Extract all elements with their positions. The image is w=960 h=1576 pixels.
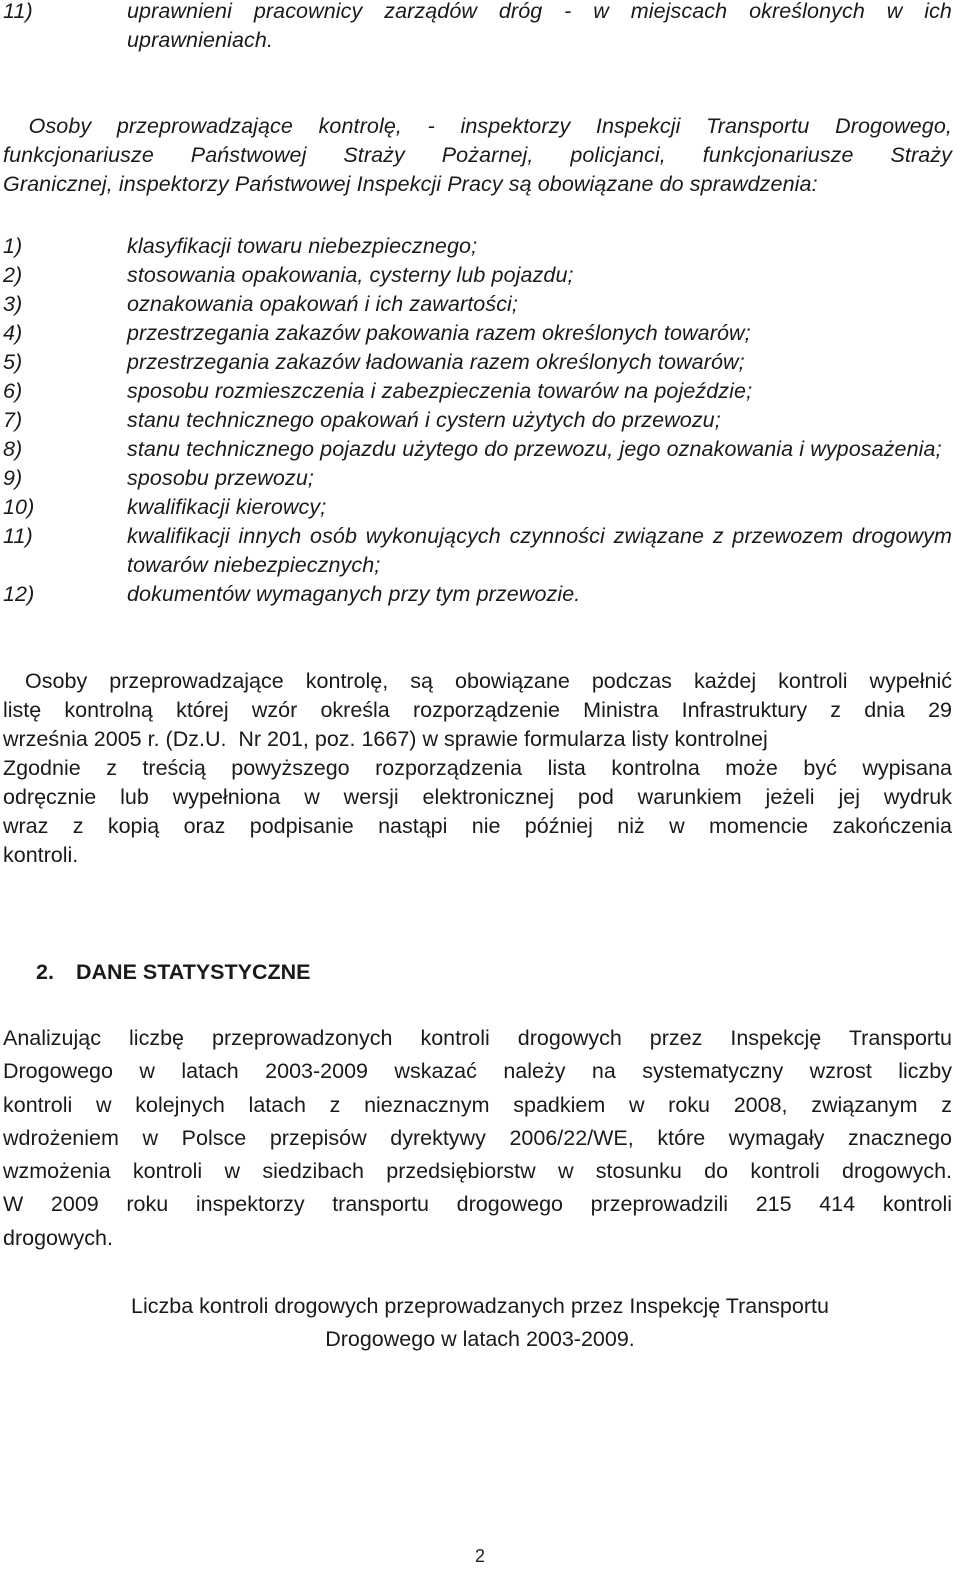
inspectors-paragraph: [3, 112, 952, 199]
statistics-paragraph: [3, 1022, 952, 1255]
list-item: [3, 493, 952, 522]
checklist-paragraph: [3, 667, 952, 870]
list-item: [3, 232, 952, 261]
item-text: dokumentów wymaganych przy tym przewozie.: [127, 582, 581, 606]
item-text: przestrzegania zakazów pakowania razem określonych towarów;: [127, 321, 751, 345]
item-number: 5): [3, 350, 23, 374]
list-item: [3, 464, 952, 493]
list-item: [3, 580, 952, 609]
section-title: DANE STATYSTYCZNE: [76, 960, 311, 984]
item-text-line: uprawnieniach.: [127, 28, 274, 52]
item-number: 8): [3, 437, 23, 461]
paragraph-line: Granicznej, inspektorzy Państwowej Inspekcji Pracy są obowiązane do sprawdzenia:: [3, 172, 818, 196]
paragraph-line: Osoby przeprowadzające kontrolę, - inspektorzy Inspekcji Transportu Drogowego,: [3, 114, 952, 138]
item-number: 7): [3, 408, 23, 432]
paragraph-line: Drogowego w latach 2003-2009 wskazać należy na systematyczny wzrost liczby: [3, 1059, 952, 1084]
paragraph-line: kontroli.: [3, 843, 79, 867]
item-text: oznakowania opakowań i ich zawartości;: [127, 292, 519, 316]
item-number: 1): [3, 234, 23, 258]
paragraph-line: Osoby przeprowadzające kontrolę, są obowiązane podczas każdej kontroli wypełnić: [3, 669, 952, 693]
item-text: sposobu rozmieszczenia i zabezpieczenia towarów na pojeździe;: [127, 379, 753, 403]
paragraph-line: wdrożeniem w Polsce przepisów dyrektywy 2006/22/WE, które wymagały znacznego: [3, 1125, 952, 1150]
list-item: [3, 348, 952, 377]
item-number: 6): [3, 379, 23, 403]
item-number: 11): [3, 524, 33, 548]
item-text: kwalifikacji innych osób wykonujących czynności związane z przewozem drogowym towarów niebezpiecznych;: [127, 524, 952, 577]
list-item: [3, 290, 952, 319]
paragraph-line: wraz z kopią oraz podpisanie nastąpi nie później niż w momencie zakończenia: [3, 814, 952, 838]
item-number: 3): [3, 292, 23, 316]
item-number: 4): [3, 321, 23, 345]
list-item: [3, 377, 952, 406]
authorized-persons-item: [3, 0, 952, 55]
list-item: [3, 261, 952, 290]
caption-line: Drogowego w latach 2003-2009.: [325, 1327, 635, 1351]
item-number: 11): [3, 0, 33, 23]
item-text: kwalifikacji kierowcy;: [127, 495, 327, 519]
caption-line: Liczba kontroli drogowych przeprowadzanych przez Inspekcję Transportu: [131, 1294, 829, 1318]
list-item: [3, 0, 952, 55]
paragraph-line: kontroli w kolejnych latach z nieznacznym spadkiem w roku 2008, związanym z: [3, 1092, 952, 1117]
item-number: 9): [3, 466, 23, 490]
item-text: sposobu przewozu;: [127, 466, 314, 490]
item-text: klasyfikacji towaru niebezpiecznego;: [127, 234, 478, 258]
list-item: [3, 406, 952, 435]
item-number: 10): [3, 495, 35, 519]
paragraph-line: wzmożenia kontroli w siedzibach przedsiębiorstw w stosunku do kontroli drogowych.: [3, 1159, 952, 1184]
item-number: 2): [3, 263, 23, 287]
paragraph-line: września 2005 r. (Dz.U. Nr 201, poz. 1667) w sprawie formularza listy kontrolnej: [3, 727, 768, 751]
paragraph-line: listę kontrolną której wzór określa rozporządzenie Ministra Infrastruktury z dnia 29: [3, 698, 952, 722]
figure-caption: [40, 1290, 920, 1356]
list-item: [3, 319, 952, 348]
paragraph-line: odręcznie lub wypełniona w wersji elektronicznej pod warunkiem jeżeli jej wydruk: [3, 785, 952, 809]
item-text: stanu technicznego pojazdu użytego do przewozu, jego oznakowania i wyposażenia;: [127, 437, 942, 461]
section-number: 2.: [36, 960, 54, 984]
list-item: [3, 522, 952, 580]
paragraph-line: W 2009 roku inspektorzy transportu drogowego przeprowadzili 215 414 kontroli: [3, 1192, 952, 1217]
page-number: 2: [474, 1546, 485, 1566]
section-heading: [36, 957, 311, 987]
paragraph-line: Zgodnie z treścią powyższego rozporządzenia lista kontrolna może być wypisana: [3, 756, 952, 780]
item-text: stosowania opakowania, cysterny lub pojazdu;: [127, 263, 574, 287]
item-number: 12): [3, 582, 35, 606]
paragraph-line: Analizując liczbę przeprowadzonych kontroli drogowych przez Inspekcję Transportu: [3, 1026, 952, 1050]
paragraph-line: funkcjonariusze Państwowej Straży Pożarnej, policjanci, funkcjonariusze Straży: [3, 143, 952, 167]
paragraph-line: drogowych.: [3, 1225, 113, 1250]
check-items-list: [3, 232, 952, 609]
item-text: przestrzegania zakazów ładowania razem określonych towarów;: [127, 350, 745, 374]
item-text-line: uprawnieni pracownicy zarządów dróg - w miejscach określonych w ich: [127, 0, 952, 23]
item-text: stanu technicznego opakowań i cystern użytych do przewozu;: [127, 408, 721, 432]
list-item: [3, 435, 952, 464]
